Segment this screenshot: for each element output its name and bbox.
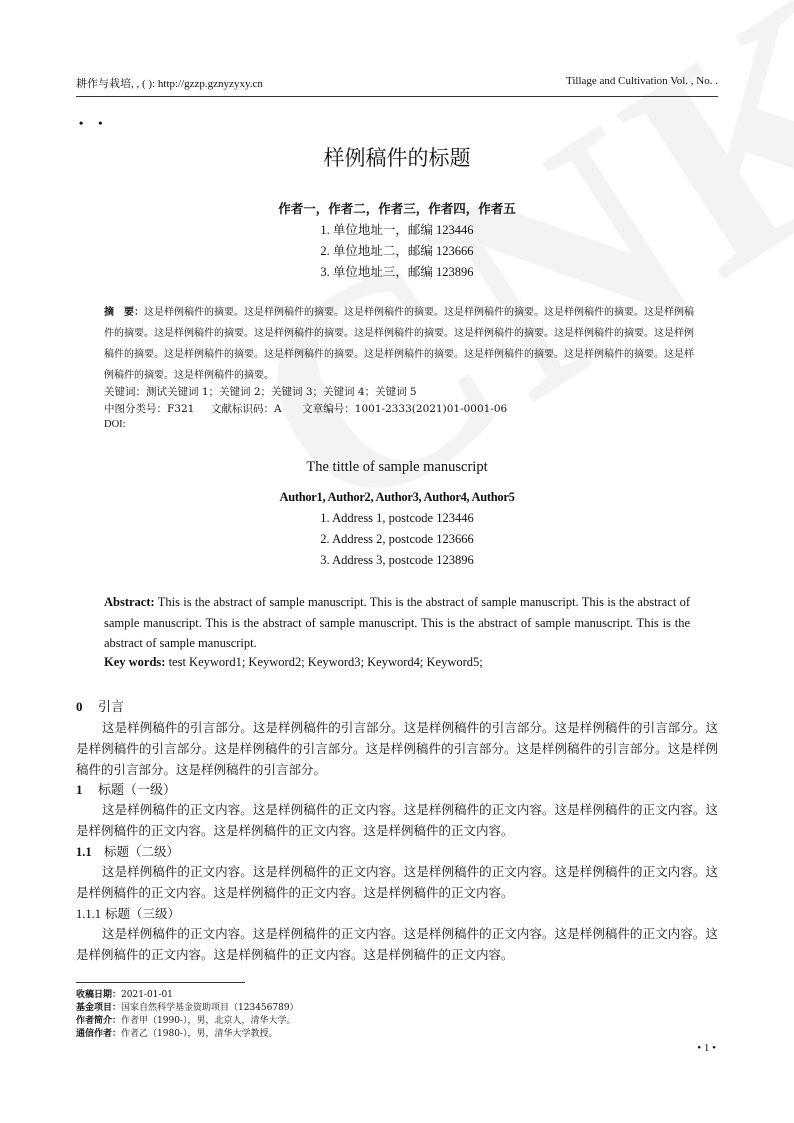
article-no-value: 1001-2333(2021)01-0001-06 [354, 403, 508, 415]
abstract-en-text: This is the abstract of sample manuscript. This is the abstract of sample manuscript. This is the abstract of sample manuscript. This is the abstract of sample manuscript. This is the abstract of sample manuscript. This is the abstract of sample manuscript. [104, 595, 691, 650]
section-number: 1.1.1 [76, 907, 101, 921]
address-zh-3: 3. 单位地址三，邮编 123896 [320, 265, 474, 279]
address-en-2: 2. Address 2, postcode 123666 [320, 532, 474, 546]
page-number: • 1 • [697, 1042, 716, 1054]
footnote-label: 收稿日期： [76, 990, 122, 1000]
address-zh-1: 1. 单位地址一，邮编 123446 [320, 223, 474, 237]
footnote-received [76, 987, 173, 1000]
section-1-1-paragraph: 这是样例稿件的正文内容。这是样例稿件的正文内容。这是样例稿件的正文内容。这是样例稿件的正文内容。这是样例稿件的正文内容。这是样例稿件的正文内容。这是样例稿件的正文内容。 [76, 864, 718, 900]
section-heading-1-1-1 [76, 904, 180, 922]
abstract-zh-text: 这是样例稿件的摘要。这是样例稿件的摘要。这是样例稿件的摘要。这是样例稿件的摘要。这是样例稿件的摘要。这是样例稿件的摘要。这是样例稿件的摘要。这是样例稿件的摘要。这是样例稿件的摘要。这是样例稿件的摘要。这是样例稿件的摘要。这是样例稿件的摘要。这是样例稿件的摘要。这是样例稿件的摘要。这是样例稿件的摘要。这是样例稿件的摘要。这是样例稿件的摘要。这是样例稿件的摘要。这是样例稿件的摘要。 [104, 307, 694, 381]
keywords-zh-text: 测试关键词 1；关键词 2；关键词 3；关键词 4；关键词 5 [146, 386, 417, 398]
running-header-right: Tillage and Cultivation Vol. , No. . [566, 75, 718, 87]
footnote-fund [76, 1000, 299, 1013]
abstract-zh-label: 摘 要： [104, 307, 144, 318]
section-number: 0 [76, 699, 83, 714]
footnote-value: 作者乙（1980-），男，清华大学教授。 [121, 1029, 278, 1039]
section-number: 1.1 [76, 845, 92, 859]
running-header-left: 耕作与栽培, , ( ): http://gzzp.gznyzyxy.cn [76, 78, 263, 90]
footnote-value: 2021-01-01 [121, 990, 173, 1000]
section-0-paragraph: 这是样例稿件的引言部分。这是样例稿件的引言部分。这是样例稿件的引言部分。这是样例稿件的引言部分。这是样例稿件的引言部分。这是样例稿件的引言部分。这是样例稿件的引言部分。这是样例稿件的引言部分。这是样例稿件的引言部分。这是样例稿件的引言部分。 [76, 720, 718, 777]
footnote-label: 作者简介： [76, 1016, 122, 1026]
section-title: 标题（三级） [104, 906, 180, 921]
section-1-paragraph: 这是样例稿件的正文内容。这是样例稿件的正文内容。这是样例稿件的正文内容。这是样例稿件的正文内容。这是样例稿件的正文内容。这是样例稿件的正文内容。这是样例稿件的正文内容。 [76, 802, 718, 838]
footnote-label: 通信作者： [76, 1029, 122, 1039]
footnote-value: 国家自然科学基金资助项目（123456789） [121, 1003, 299, 1013]
doi: DOI: [104, 419, 126, 430]
address-zh-2: 2. 单位地址二，邮编 123666 [320, 244, 474, 258]
section-heading-0 [76, 696, 124, 715]
footnote-rule [76, 982, 245, 983]
article-no-label: 文章编号： [302, 403, 355, 415]
section-heading-1 [76, 779, 176, 798]
keywords-en-text: test Keyword1; Keyword2; Keyword3; Keyword4; Keyword5; [168, 655, 483, 669]
footnote-corresponding [76, 1026, 277, 1039]
section-title: 引言 [98, 700, 125, 715]
page-title: 样例稿件的标题 [323, 146, 471, 170]
section-1-1-1-paragraph: 这是样例稿件的正文内容。这是样例稿件的正文内容。这是样例稿件的正文内容。这是样例稿件的正文内容。这是样例稿件的正文内容。这是样例稿件的正文内容。这是样例稿件的正文内容。 [76, 926, 718, 962]
abstract-en-label: Abstract: [104, 595, 155, 609]
keywords-zh-label: 关键词： [104, 386, 146, 398]
keywords-zh [104, 384, 417, 399]
footnote-value: 作者甲（1990-），男，北京人，清华大学。 [121, 1016, 296, 1026]
footnote-bio [76, 1013, 295, 1026]
header-rule [76, 96, 718, 97]
title-en: The tittle of sample manuscript [306, 459, 488, 475]
doc-code-value: A [274, 403, 282, 415]
address-en-1: 1. Address 1, postcode 123446 [320, 511, 474, 525]
section-title: 标题（二级） [104, 844, 180, 859]
address-en-3: 3. Address 3, postcode 123896 [320, 553, 474, 567]
footnote-label: 基金项目： [76, 1003, 122, 1013]
doc-code-label: 文献标识码： [211, 403, 275, 415]
authors-zh: 作者一，作者二，作者三，作者四，作者五 [278, 201, 516, 216]
keywords-en-label: Key words: [104, 655, 166, 669]
abstract-zh [104, 302, 694, 386]
section-heading-1-1 [76, 842, 179, 860]
section-title: 标题（一级） [98, 783, 177, 798]
section-number: 1 [76, 782, 83, 797]
section-marks: • • [79, 116, 109, 130]
abstract-en [104, 592, 690, 654]
clc-label: 中图分类号： [104, 403, 167, 415]
authors-en: Author1, Author2, Author3, Author4, Author5 [279, 490, 515, 504]
keywords-en [104, 655, 483, 670]
clc-value: F321 [167, 403, 195, 415]
classification-line [104, 401, 507, 416]
